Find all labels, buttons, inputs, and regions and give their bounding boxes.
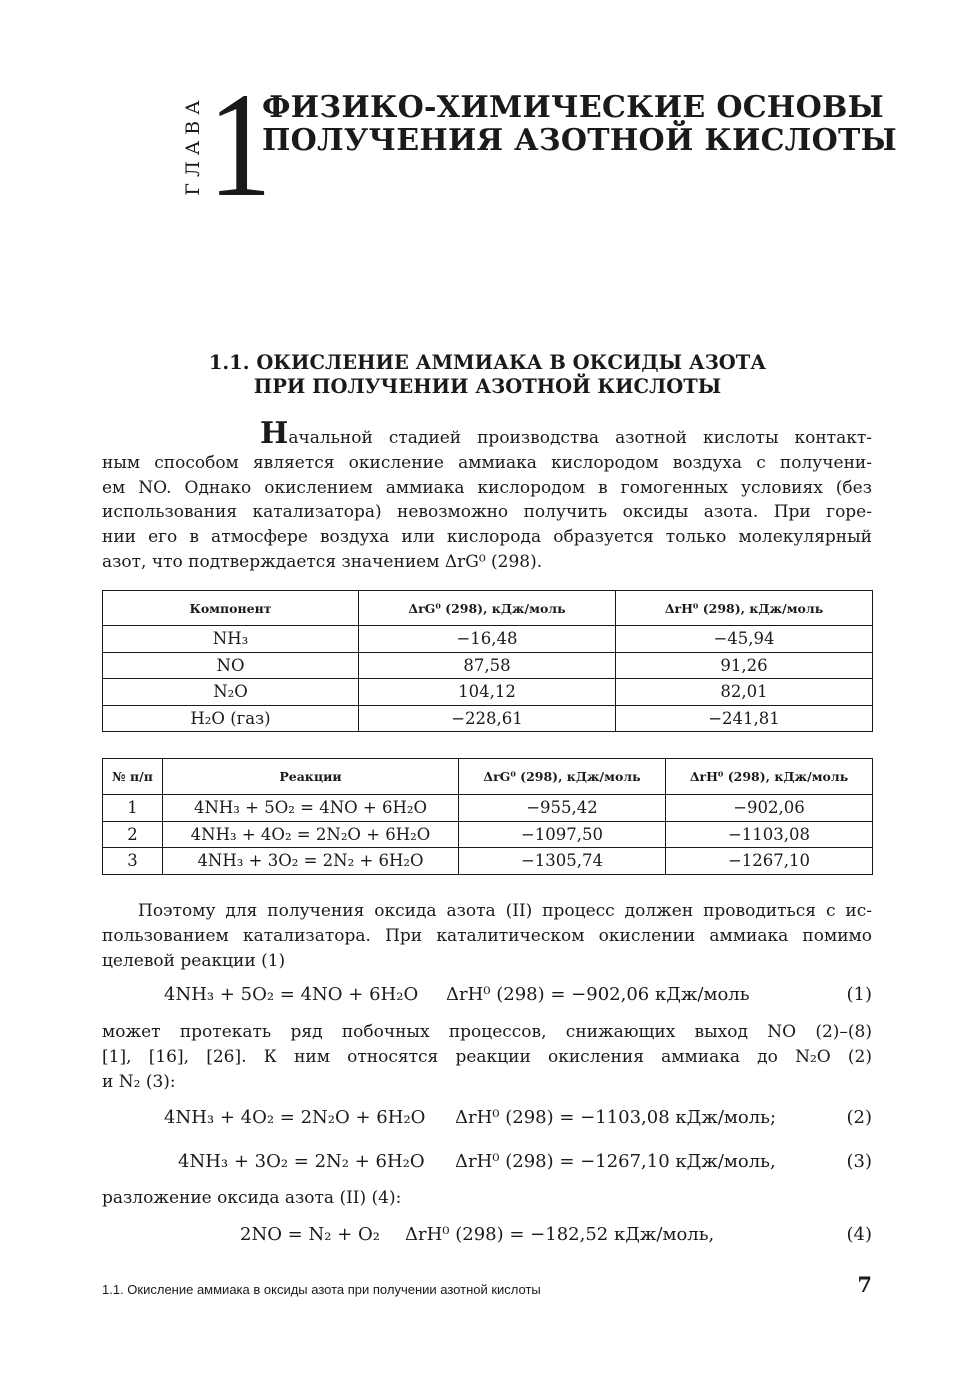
paragraph-line: [1], [16], [26]. К ним относятся реакции окисления аммиака до N₂O (2) — [102, 1046, 872, 1067]
reactions-table — [102, 758, 873, 875]
equation-1-reaction: 4NH₃ + 5O₂ = 4NO + 6H₂O — [164, 984, 419, 1005]
table-row: 3 4NH₃ + 3O₂ = 2N₂ + 6H₂O −1305,74 −1267,10 — [103, 848, 873, 875]
paragraph-line: ем NO. Однако окислением аммиака кислородом в гомогенных условиях (без — [102, 477, 872, 498]
table-header: ΔrG⁰ (298), кДж/моль — [459, 759, 666, 795]
table-row: 1 4NH₃ + 5O₂ = 4NO + 6H₂O −955,42 −902,06 — [103, 795, 873, 822]
table-header: Компонент — [103, 591, 359, 626]
chapter-number: 1 — [208, 62, 272, 228]
equation-2-reaction: 4NH₃ + 4O₂ = 2N₂O + 6H₂O — [164, 1107, 426, 1128]
chapter-title — [262, 91, 902, 157]
paragraph-line: Начальной стадией производства азотной кислоты контакт- — [260, 416, 872, 451]
paragraph-line: азот, что подтверждается значением ΔrG⁰ (298). — [102, 551, 543, 572]
table-row: 2 4NH₃ + 4O₂ = 2N₂O + 6H₂O −1097,50 −1103,08 — [103, 821, 873, 848]
table-header: ΔrG⁰ (298), кДж/моль — [359, 591, 616, 626]
equation-2-enthalpy: ΔrH⁰ (298) = −1103,08 кДж/моль; — [455, 1107, 777, 1128]
paragraph-2 — [102, 899, 872, 973]
thermo-components-table — [102, 590, 873, 732]
table-row: NH₃ −16,48 −45,94 — [103, 626, 873, 653]
chapter-label: ГЛАВА — [182, 94, 204, 196]
paragraph-line: нии его в атмосфере воздуха или кислорода образуется только молекулярный — [102, 527, 872, 548]
table-header: Реакции — [163, 759, 459, 795]
paragraph-line: ным способом является окисление аммиака кислородом воздуха с получени- — [102, 452, 872, 473]
equation-3-reaction: 4NH₃ + 3O₂ = 2N₂ + 6H₂O — [178, 1151, 425, 1172]
paragraph-line: Поэтому для получения оксида азота (II) процесс должен проводиться с ис- — [138, 901, 872, 921]
section-title-line: ПРИ ПОЛУЧЕНИИ АЗОТНОЙ КИСЛОТЫ — [253, 375, 722, 398]
section-title — [100, 351, 875, 399]
paragraph-line: и N₂ (3): — [102, 1071, 176, 1092]
chapter-title-line: ФИЗИКО-ХИМИЧЕСКИЕ ОСНОВЫ — [262, 90, 885, 125]
intro-paragraph — [102, 416, 872, 575]
paragraph-3 — [102, 1020, 872, 1094]
equation-4-reaction: 2NO = N₂ + O₂ — [240, 1224, 380, 1245]
page-number: 7 — [857, 1272, 872, 1297]
table-header: № п/п — [103, 759, 163, 795]
table-header: ΔrH⁰ (298), кДж/моль — [666, 759, 873, 795]
equation-number: (4) — [846, 1224, 872, 1245]
dropcap: Н — [260, 416, 289, 451]
equation-number: (3) — [846, 1151, 872, 1172]
equation-1-enthalpy: ΔrH⁰ (298) = −902,06 кДж/моль — [446, 984, 750, 1005]
chapter-title-line: ПОЛУЧЕНИЯ АЗОТНОЙ КИСЛОТЫ — [262, 123, 898, 158]
paragraph-line: может протекать ряд побочных процессов, снижающих выход NO (2)–(8) — [102, 1022, 872, 1042]
paragraph-line: использования катализатора) невозможно получить оксиды азота. При горе- — [102, 502, 872, 523]
paragraph-line: пользованием катализатора. При каталитическом окислении аммиака помимо — [102, 925, 872, 946]
table-header: ΔrH⁰ (298), кДж/моль — [616, 591, 873, 626]
section-title-line: 1.1. ОКИСЛЕНИЕ АММИАКА В ОКСИДЫ АЗОТА — [208, 351, 767, 374]
equation-number: (1) — [846, 984, 872, 1005]
table-row: NO 87,58 91,26 — [103, 652, 873, 679]
equation-number: (2) — [846, 1107, 872, 1128]
paragraph-line: разложение оксида азота (II) (4): — [102, 1188, 402, 1208]
paragraph-4 — [102, 1186, 872, 1211]
equation-4-enthalpy: ΔrH⁰ (298) = −182,52 кДж/моль, — [405, 1224, 715, 1245]
paragraph-line: целевой реакции (1) — [102, 950, 286, 971]
equation-3-enthalpy: ΔrH⁰ (298) = −1267,10 кДж/моль, — [455, 1151, 776, 1172]
running-footer: 1.1. Окисление аммиака в оксиды азота при получении азотной кислоты — [102, 1282, 541, 1297]
table-row: N₂O 104,12 82,01 — [103, 679, 873, 706]
table-row: H₂O (газ) −228,61 −241,81 — [103, 705, 873, 732]
